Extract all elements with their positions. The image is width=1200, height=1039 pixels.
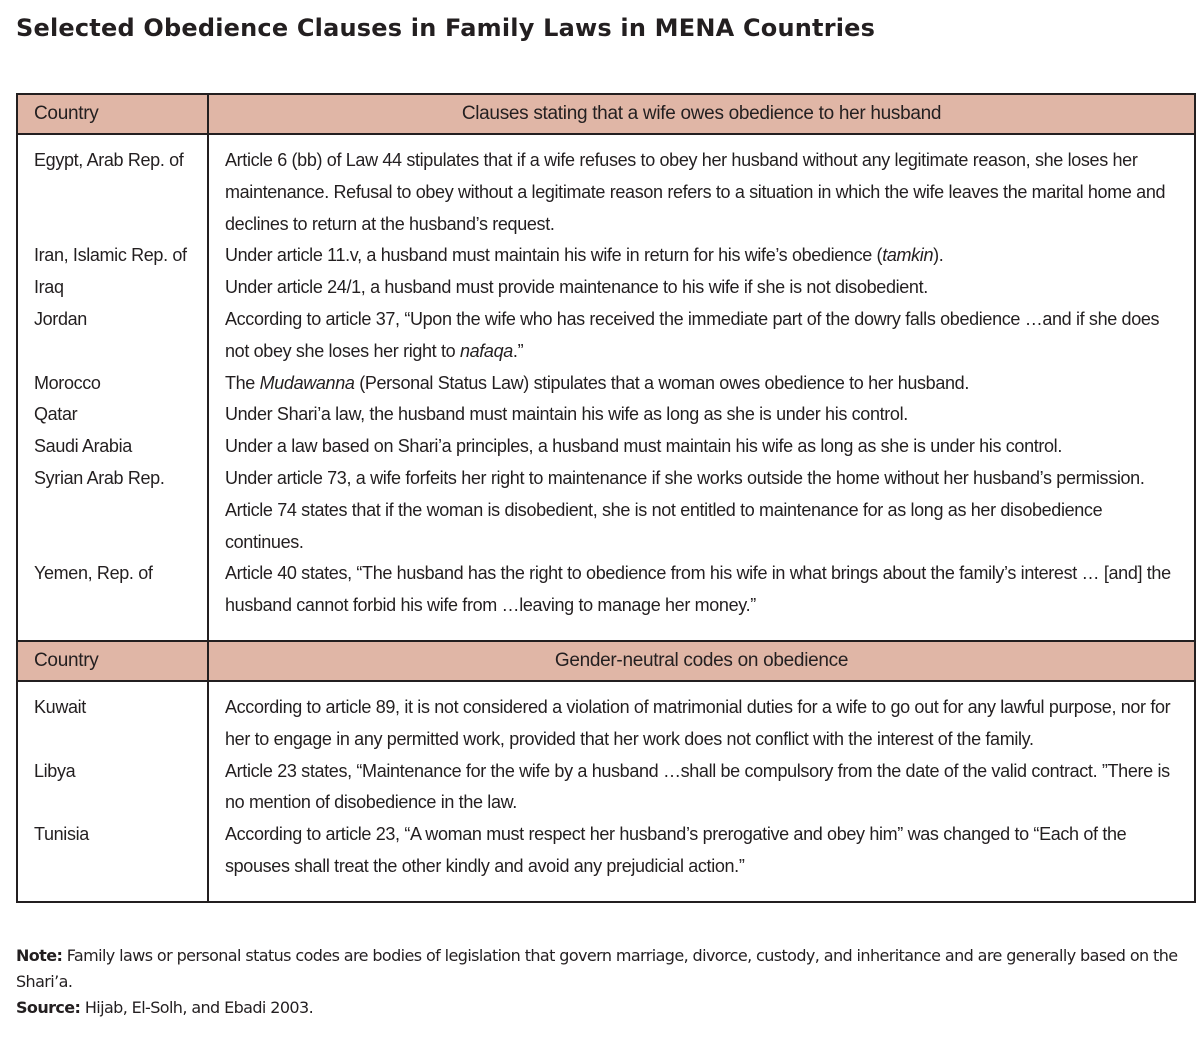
table-section bbox=[17, 641, 1195, 902]
clause-text: Under a law based on Shari’a principles, a husband must maintain his wife as long as she is under his control. bbox=[225, 436, 1062, 457]
page-title: Selected Obedience Clauses in Family Laws in MENA Countries bbox=[16, 14, 876, 42]
country-cell: Jordan bbox=[17, 304, 208, 368]
clause-cell bbox=[208, 819, 1195, 902]
clause-text: Article 23 states, “Maintenance for the wife by a husband …shall be compulsory from the date of the valid contract. ”There is no mention of disobedience in the law. bbox=[225, 760, 1170, 813]
table-row bbox=[17, 304, 1195, 368]
country-cell: Kuwait bbox=[17, 681, 208, 756]
clause-text: .” bbox=[512, 340, 524, 361]
column-header-country: Country bbox=[17, 94, 208, 134]
table-row bbox=[17, 399, 1195, 431]
country-cell: Libya bbox=[17, 756, 208, 820]
note-line bbox=[16, 943, 1198, 995]
clause-text: Under article 11.v, a husband must maintain his wife in return for his wife’s obedience ( bbox=[225, 245, 883, 266]
column-header-country: Country bbox=[17, 641, 208, 681]
table-row bbox=[17, 756, 1195, 820]
column-header-clause: Gender-neutral codes on obedience bbox=[208, 641, 1195, 681]
table-header-row bbox=[17, 94, 1195, 134]
clause-cell bbox=[208, 134, 1195, 240]
source-line bbox=[16, 995, 1198, 1021]
clause-text: Under article 73, a wife forfeits her right to maintenance if she works outside the home without her husband’s permission. Article 74 states that if the woman is disobedient, she is not entitled to maintenance for as long as her disobedience continues. bbox=[225, 467, 1145, 552]
clause-cell bbox=[208, 681, 1195, 756]
clause-cell bbox=[208, 463, 1195, 558]
clause-cell bbox=[208, 272, 1195, 304]
clause-text: According to article 89, it is not considered a violation of matrimonial duties for a wife to go out for any lawful purpose, nor for her to engage in any permitted work, provided that her work does not conflict with the interest of the family. bbox=[225, 696, 1171, 749]
clause-text: Article 40 states, “The husband has the right to obedience from his wife in what brings about the family’s interest … [and] the husband cannot forbid his wife from …leaving to manage her money.” bbox=[225, 563, 1171, 616]
clause-italic-term: tamkin bbox=[882, 245, 934, 266]
country-cell: Tunisia bbox=[17, 819, 208, 902]
table-row bbox=[17, 240, 1195, 272]
country-cell: Egypt, Arab Rep. of bbox=[17, 134, 208, 240]
note-label: Note: bbox=[16, 946, 63, 965]
clause-cell bbox=[208, 399, 1195, 431]
clause-italic-term: nafaqa bbox=[459, 340, 513, 361]
country-cell: Iraq bbox=[17, 272, 208, 304]
clause-text: According to article 37, “Upon the wife who has received the immediate part of the dowry falls obedience …and if she does not obey she loses her right to bbox=[225, 308, 1160, 361]
table-row bbox=[17, 134, 1195, 240]
country-cell: Syrian Arab Rep. bbox=[17, 463, 208, 558]
clause-text: (Personal Status Law) stipulates that a woman owes obedience to her husband. bbox=[354, 372, 969, 393]
clause-text: ). bbox=[933, 245, 944, 266]
clause-cell bbox=[208, 304, 1195, 368]
note-text: Family laws or personal status codes are bodies of legislation that govern marriage, divorce, custody, and inheritance and are generally based on the Shari’a. bbox=[16, 946, 1178, 991]
table-row bbox=[17, 681, 1195, 756]
clause-text: The bbox=[225, 372, 260, 393]
source-label: Source: bbox=[16, 998, 81, 1017]
source-text: Hijab, El-Solh, and Ebadi 2003. bbox=[80, 998, 314, 1017]
table-row bbox=[17, 431, 1195, 463]
table-header-row bbox=[17, 641, 1195, 681]
clause-text: Under Shari’a law, the husband must maintain his wife as long as she is under his control. bbox=[225, 404, 908, 425]
column-header-clause: Clauses stating that a wife owes obedience to her husband bbox=[208, 94, 1195, 134]
table-row bbox=[17, 558, 1195, 641]
clause-cell bbox=[208, 240, 1195, 272]
table-row bbox=[17, 463, 1195, 558]
obedience-clauses-table bbox=[16, 93, 1196, 903]
country-cell: Saudi Arabia bbox=[17, 431, 208, 463]
country-cell: Qatar bbox=[17, 399, 208, 431]
table-notes bbox=[16, 943, 1198, 1021]
clause-cell bbox=[208, 431, 1195, 463]
clause-cell bbox=[208, 368, 1195, 400]
clause-text: Under article 24/1, a husband must provide maintenance to his wife if she is not disobedient. bbox=[225, 277, 928, 298]
clause-text: Article 6 (bb) of Law 44 stipulates that if a wife refuses to obey her husband without any legitimate reason, she loses her maintenance. Refusal to obey without a legitimate reason refers to a situation in which the wife leaves the marital home and declines to return at the husband’s request. bbox=[225, 150, 1166, 234]
clause-cell bbox=[208, 558, 1195, 641]
table-row bbox=[17, 368, 1195, 400]
country-cell: Morocco bbox=[17, 368, 208, 400]
country-cell: Iran, Islamic Rep. of bbox=[17, 240, 208, 272]
table-row bbox=[17, 272, 1195, 304]
clause-italic-term: Mudawanna bbox=[259, 372, 355, 393]
table-section bbox=[17, 94, 1195, 641]
country-cell: Yemen, Rep. of bbox=[17, 558, 208, 641]
clause-cell bbox=[208, 756, 1195, 820]
clause-text: According to article 23, “A woman must respect her husband’s prerogative and obey him” was changed to “Each of the spouses shall treat the other kindly and avoid any prejudicial action.” bbox=[225, 824, 1127, 876]
table-row bbox=[17, 819, 1195, 902]
